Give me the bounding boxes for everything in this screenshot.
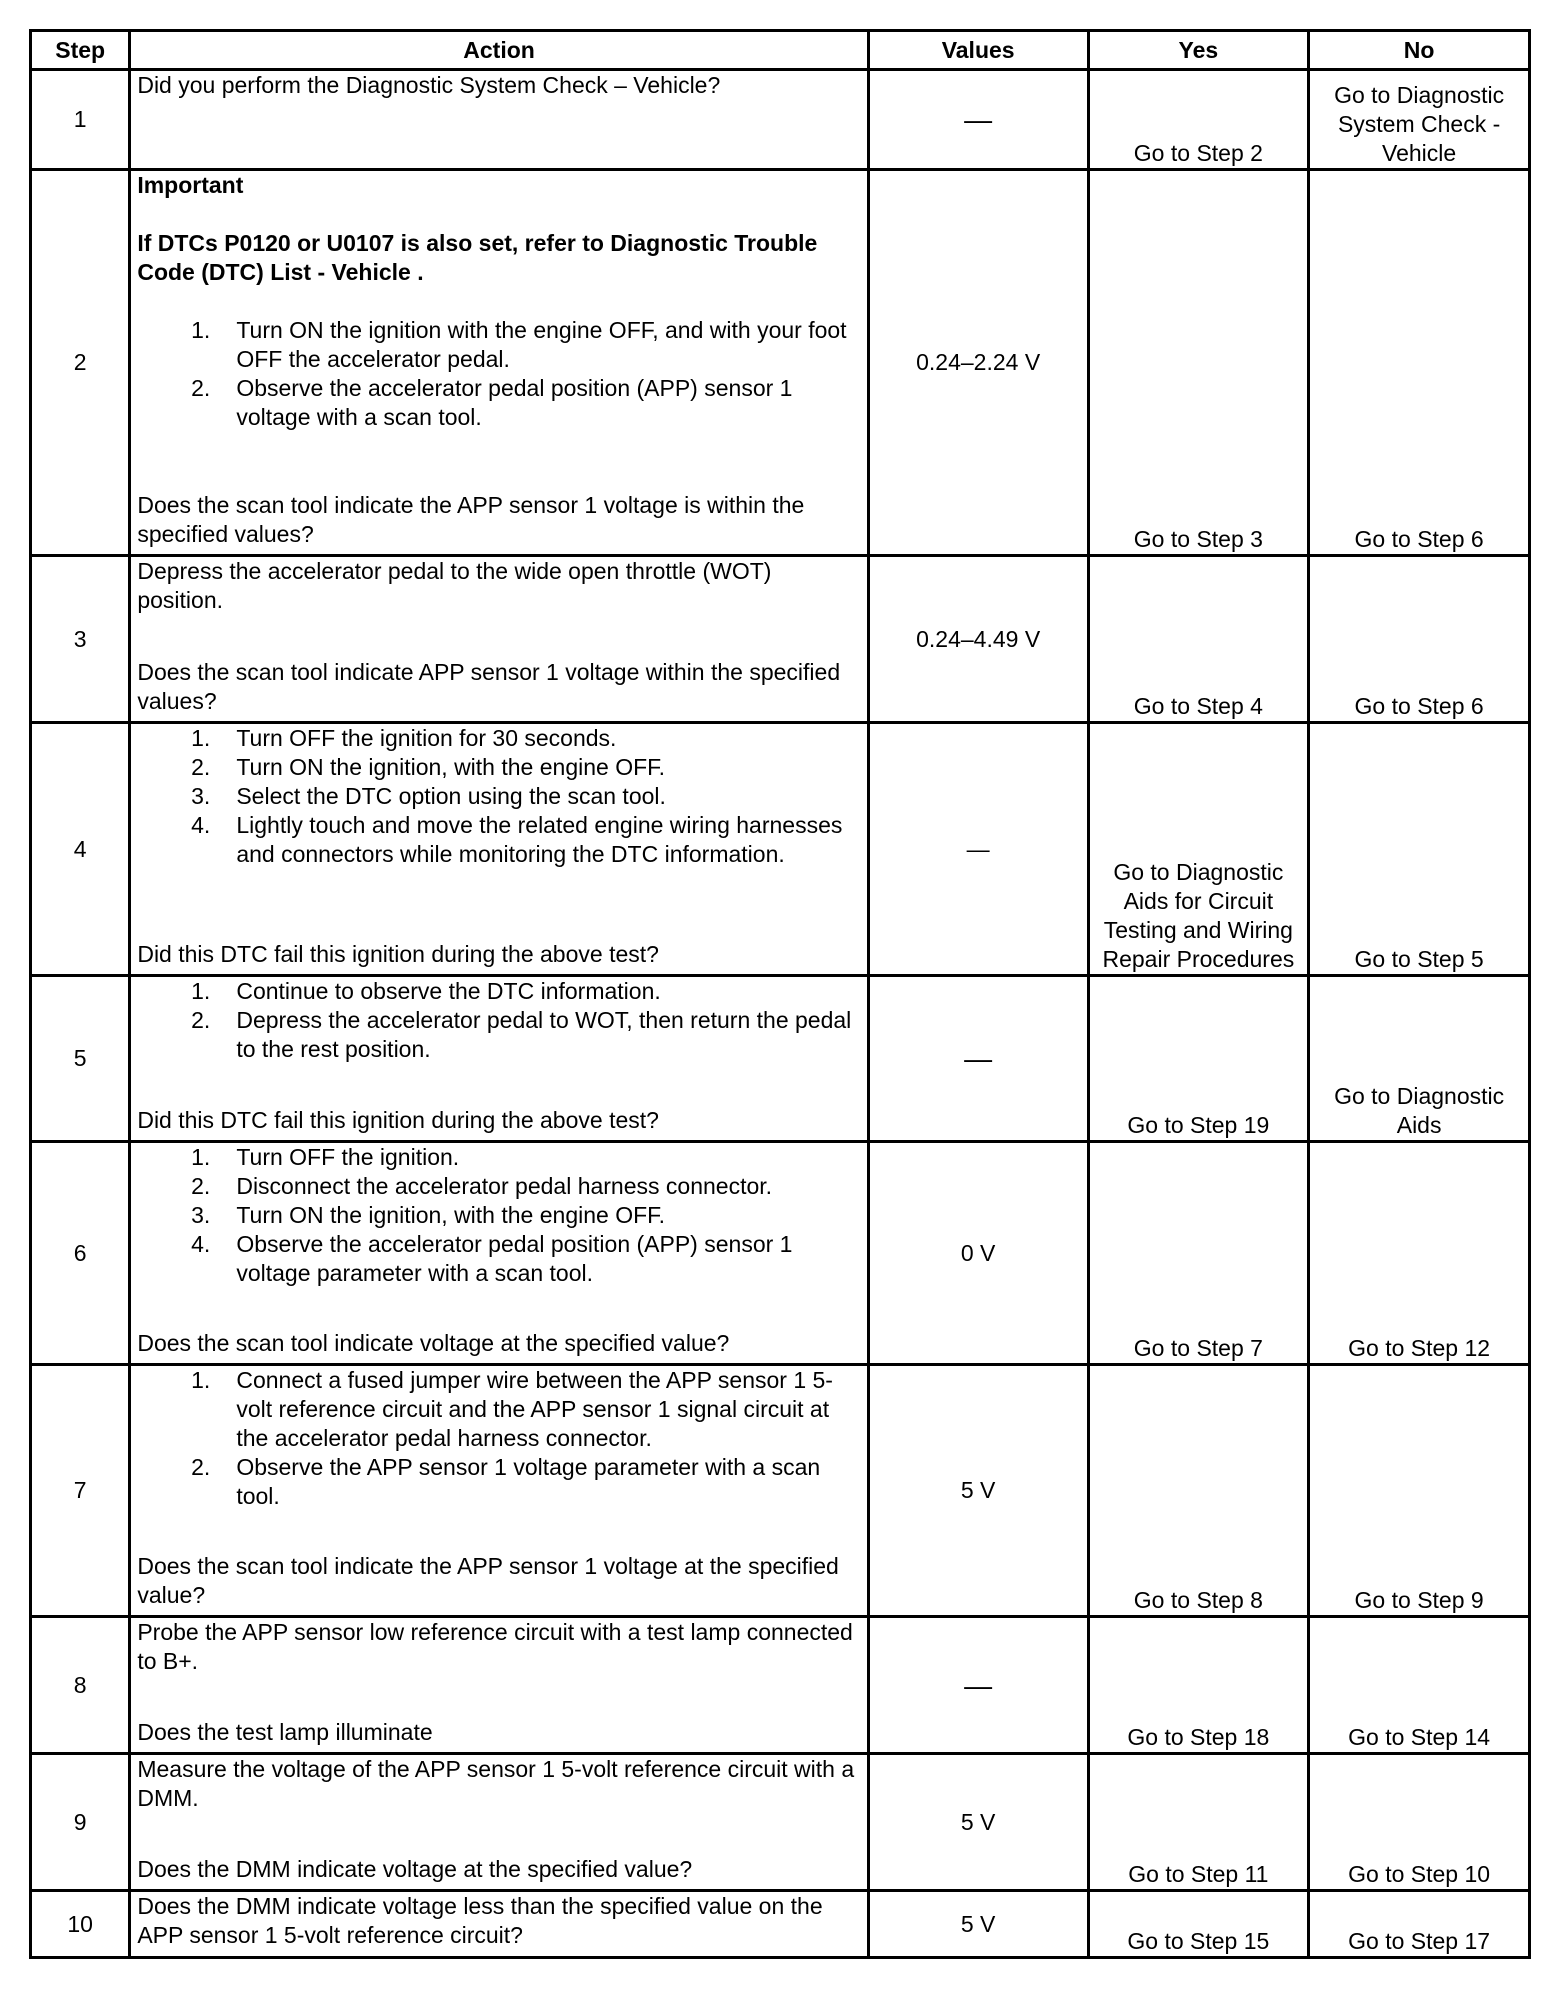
action-intro: Probe the APP sensor low reference circuit with a test lamp connected to B+. bbox=[137, 1619, 853, 1674]
no-cell: Go to Diagnostic System Check - Vehicle bbox=[1309, 70, 1530, 170]
no-cell: Go to Step 6 bbox=[1309, 556, 1530, 723]
header-yes: Yes bbox=[1088, 31, 1309, 70]
action-cell bbox=[130, 1754, 868, 1891]
table-row-step-5 bbox=[31, 976, 1530, 1142]
values-cell: 0 V bbox=[868, 1142, 1088, 1365]
list-item: 2. Depress the accelerator pedal to WOT, then return the pedal to the rest position. bbox=[191, 1007, 852, 1062]
list-item: 1. Connect a fused jumper wire between the APP sensor 1 5-volt reference circuit and the APP sensor 1 signal circuit at the accelerator pedal harness connector. bbox=[191, 1367, 833, 1451]
action-intro: Measure the voltage of the APP sensor 1 5-volt reference circuit with a DMM. bbox=[137, 1756, 855, 1811]
table-row-step-7 bbox=[31, 1365, 1530, 1617]
action-question: Does the scan tool indicate APP sensor 1 voltage within the specified values? bbox=[137, 659, 841, 714]
action-cell bbox=[130, 723, 868, 976]
action-question: Does the scan tool indicate the APP sensor 1 voltage is within the specified values? bbox=[137, 492, 805, 547]
no-cell: Go to Step 12 bbox=[1309, 1142, 1530, 1365]
step-number: 2 bbox=[31, 170, 130, 556]
action-question: Does the DMM indicate voltage less than the specified value on the APP sensor 1 5-volt reference circuit? bbox=[137, 1893, 823, 1948]
step-number: 1 bbox=[31, 70, 130, 170]
important-text: If DTCs P0120 or U0107 is also set, refer to Diagnostic Trouble Code (DTC) List - Vehicle . bbox=[137, 230, 818, 285]
step-number: 8 bbox=[31, 1617, 130, 1754]
list-item: 4. Observe the accelerator pedal position (APP) sensor 1 voltage parameter with a scan tool. bbox=[191, 1231, 793, 1286]
yes-cell: Go to Step 15 bbox=[1088, 1891, 1309, 1958]
action-cell bbox=[130, 170, 868, 556]
yes-cell: Go to Step 2 bbox=[1088, 70, 1309, 170]
action-steps bbox=[137, 1143, 860, 1288]
table-row-step-8 bbox=[31, 1617, 1530, 1754]
action-question: Does the test lamp illuminate bbox=[137, 1719, 433, 1745]
action-intro: Depress the accelerator pedal to the wide open throttle (WOT) position. bbox=[137, 558, 772, 613]
yes-cell: Go to Step 4 bbox=[1088, 556, 1309, 723]
header-step: Step bbox=[31, 31, 130, 70]
values-cell: — bbox=[868, 70, 1088, 170]
values-cell: 5 V bbox=[868, 1891, 1088, 1958]
action-steps bbox=[137, 1366, 860, 1511]
yes-cell: Go to Step 19 bbox=[1088, 976, 1309, 1142]
header-action: Action bbox=[130, 31, 868, 70]
step-number: 3 bbox=[31, 556, 130, 723]
table-row-step-10 bbox=[31, 1891, 1530, 1958]
important-title: Important bbox=[137, 172, 244, 198]
list-item: 1. Turn OFF the ignition for 30 seconds. bbox=[191, 725, 617, 751]
yes-cell: Go to Step 3 bbox=[1088, 170, 1309, 556]
yes-cell: Go to Step 11 bbox=[1088, 1754, 1309, 1891]
list-item: 4. Lightly touch and move the related engine wiring harnesses and connectors while monitoring the DTC information. bbox=[191, 812, 843, 867]
action-cell bbox=[130, 1142, 868, 1365]
values-cell: 5 V bbox=[868, 1754, 1088, 1891]
action-steps bbox=[137, 977, 860, 1064]
action-cell bbox=[130, 976, 868, 1142]
values-cell: — bbox=[868, 1617, 1088, 1754]
list-item: 2. Observe the accelerator pedal position (APP) sensor 1 voltage with a scan tool. bbox=[191, 375, 793, 430]
values-cell: 0.24–2.24 V bbox=[868, 170, 1088, 556]
header-no: No bbox=[1309, 31, 1530, 70]
no-cell: Go to Step 6 bbox=[1309, 170, 1530, 556]
action-cell bbox=[130, 70, 868, 170]
yes-cell: Go to Step 18 bbox=[1088, 1617, 1309, 1754]
table-row-step-1 bbox=[31, 70, 1530, 170]
no-cell: Go to Step 10 bbox=[1309, 1754, 1530, 1891]
action-steps bbox=[137, 316, 860, 432]
step-number: 7 bbox=[31, 1365, 130, 1617]
values-cell: — bbox=[868, 723, 1088, 976]
list-item: 1. Continue to observe the DTC information. bbox=[191, 978, 661, 1004]
yes-cell: Go to Diagnostic Aids for Circuit Testing and Wiring Repair Procedures bbox=[1088, 723, 1309, 976]
header-values: Values bbox=[868, 31, 1088, 70]
values-cell: — bbox=[868, 976, 1088, 1142]
step-number: 9 bbox=[31, 1754, 130, 1891]
table-row-step-2 bbox=[31, 170, 1530, 556]
step-number: 6 bbox=[31, 1142, 130, 1365]
yes-cell: Go to Step 7 bbox=[1088, 1142, 1309, 1365]
table-row-step-3 bbox=[31, 556, 1530, 723]
list-item: 1. Turn ON the ignition with the engine OFF, and with your foot OFF the accelerator pedal. bbox=[191, 317, 847, 372]
action-cell bbox=[130, 556, 868, 723]
action-question: Does the scan tool indicate voltage at the specified value? bbox=[137, 1330, 730, 1356]
list-item: 3. Select the DTC option using the scan tool. bbox=[191, 783, 666, 809]
table-row-step-9 bbox=[31, 1754, 1530, 1891]
no-cell: Go to Step 14 bbox=[1309, 1617, 1530, 1754]
list-item: 2. Turn ON the ignition, with the engine OFF. bbox=[191, 754, 666, 780]
list-item: 2. Disconnect the accelerator pedal harness connector. bbox=[191, 1173, 773, 1199]
action-question: Does the scan tool indicate the APP sensor 1 voltage at the specified value? bbox=[137, 1553, 839, 1608]
list-item: 3. Turn ON the ignition, with the engine OFF. bbox=[191, 1202, 666, 1228]
step-number: 5 bbox=[31, 976, 130, 1142]
header-row bbox=[31, 31, 1530, 70]
action-question: Does the DMM indicate voltage at the specified value? bbox=[137, 1856, 693, 1882]
action-cell bbox=[130, 1891, 868, 1958]
action-question: Did you perform the Diagnostic System Check – Vehicle? bbox=[137, 72, 721, 98]
no-cell: Go to Step 9 bbox=[1309, 1365, 1530, 1617]
action-question: Did this DTC fail this ignition during the above test? bbox=[137, 941, 659, 967]
action-cell bbox=[130, 1365, 868, 1617]
action-cell bbox=[130, 1617, 868, 1754]
table-row-step-4 bbox=[31, 723, 1530, 976]
table-row-step-6 bbox=[31, 1142, 1530, 1365]
yes-cell: Go to Step 8 bbox=[1088, 1365, 1309, 1617]
action-steps bbox=[137, 724, 860, 869]
action-question: Did this DTC fail this ignition during the above test? bbox=[137, 1107, 659, 1133]
step-number: 4 bbox=[31, 723, 130, 976]
no-cell: Go to Diagnostic Aids bbox=[1309, 976, 1530, 1142]
diagnostic-table bbox=[29, 29, 1531, 1959]
no-cell: Go to Step 17 bbox=[1309, 1891, 1530, 1958]
values-cell: 0.24–4.49 V bbox=[868, 556, 1088, 723]
list-item: 2. Observe the APP sensor 1 voltage parameter with a scan tool. bbox=[191, 1454, 821, 1509]
step-number: 10 bbox=[31, 1891, 130, 1958]
list-item: 1. Turn OFF the ignition. bbox=[191, 1144, 460, 1170]
values-cell: 5 V bbox=[868, 1365, 1088, 1617]
no-cell: Go to Step 5 bbox=[1309, 723, 1530, 976]
